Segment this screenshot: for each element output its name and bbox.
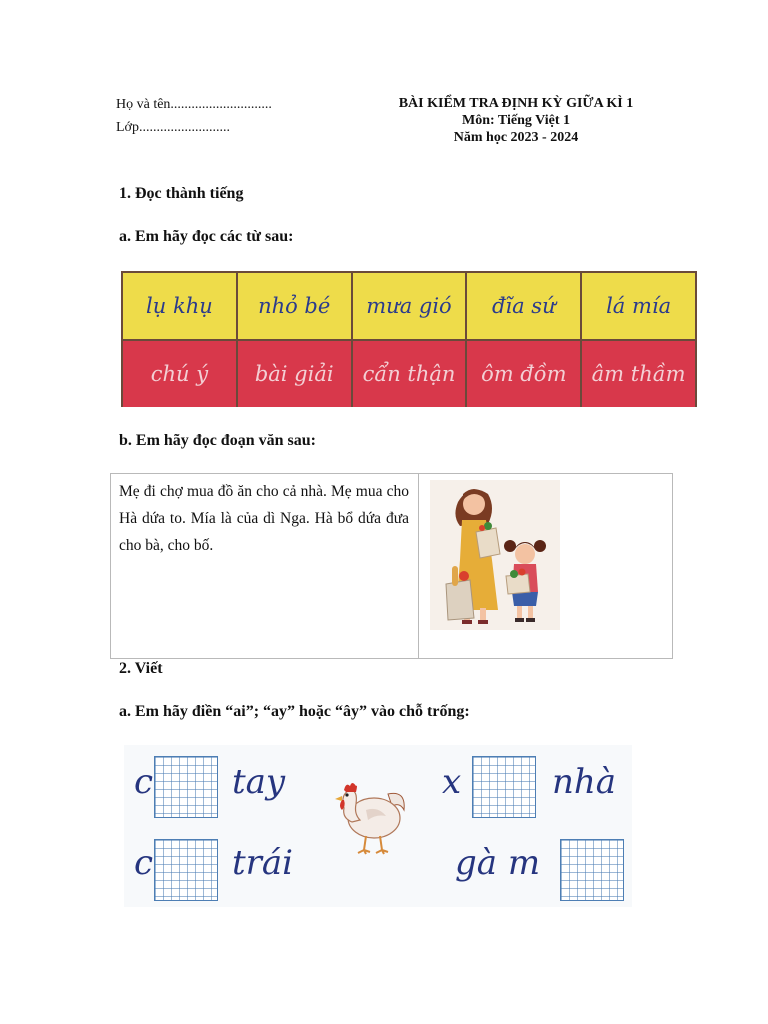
word-cell: bài giải <box>238 341 351 407</box>
hen-illustration <box>326 780 410 856</box>
section2-heading: 2. Viết <box>119 660 163 677</box>
fill-in-box[interactable] <box>560 839 624 901</box>
word-cell: lá mía <box>582 273 695 339</box>
word-table <box>121 271 697 407</box>
student-name-line: Họ và tên............................. <box>116 97 272 112</box>
exam-title: BÀI KIỂM TRA ĐỊNH KỲ GIỮA KÌ 1 <box>398 96 634 111</box>
fill-in-box[interactable] <box>154 756 218 818</box>
passage-divider <box>418 473 419 659</box>
section2-part-a: a. Em hãy điền “ai”; “ay” hoặc “ây” vào chỗ trống: <box>119 703 470 720</box>
mother-daughter-illustration <box>430 480 560 630</box>
reading-passage: Mẹ đi chợ mua đồ ăn cho cả nhà. Mẹ mua cho Hà dứa to. Mía là của dì Nga. Hà bổ dứa đưa cho bà, cho bố. <box>119 483 409 554</box>
word-tay: tay <box>232 762 286 802</box>
fill-in-box[interactable] <box>154 839 218 901</box>
word-trai: trái <box>232 843 294 883</box>
letter-c-1: c <box>134 762 154 802</box>
word-cell: âm thầm <box>582 341 695 407</box>
fill-in-box[interactable] <box>472 756 536 818</box>
word-cell: nhỏ bé <box>238 273 351 339</box>
section1-part-b: b. Em hãy đọc đoạn văn sau: <box>119 432 316 449</box>
word-cell: cẩn thận <box>353 341 466 407</box>
exam-year: Năm học 2023 - 2024 <box>453 130 579 145</box>
letter-x: x <box>442 762 462 802</box>
word-nha: nhà <box>552 762 617 802</box>
word-cell: mưa gió <box>353 273 466 339</box>
word-ga-m: gà m <box>455 843 541 883</box>
word-cell: ôm đồm <box>467 341 580 407</box>
section1-heading: 1. Đọc thành tiếng <box>119 185 244 202</box>
word-cell: lụ khụ <box>123 273 236 339</box>
letter-c-2: c <box>134 843 154 883</box>
word-cell: đĩa sứ <box>467 273 580 339</box>
exam-subject: Môn: Tiếng Việt 1 <box>462 113 570 128</box>
student-class-line: Lớp.......................... <box>116 120 230 135</box>
section1-part-a: a. Em hãy đọc các từ sau: <box>119 228 294 245</box>
word-cell: chú ý <box>123 341 236 407</box>
